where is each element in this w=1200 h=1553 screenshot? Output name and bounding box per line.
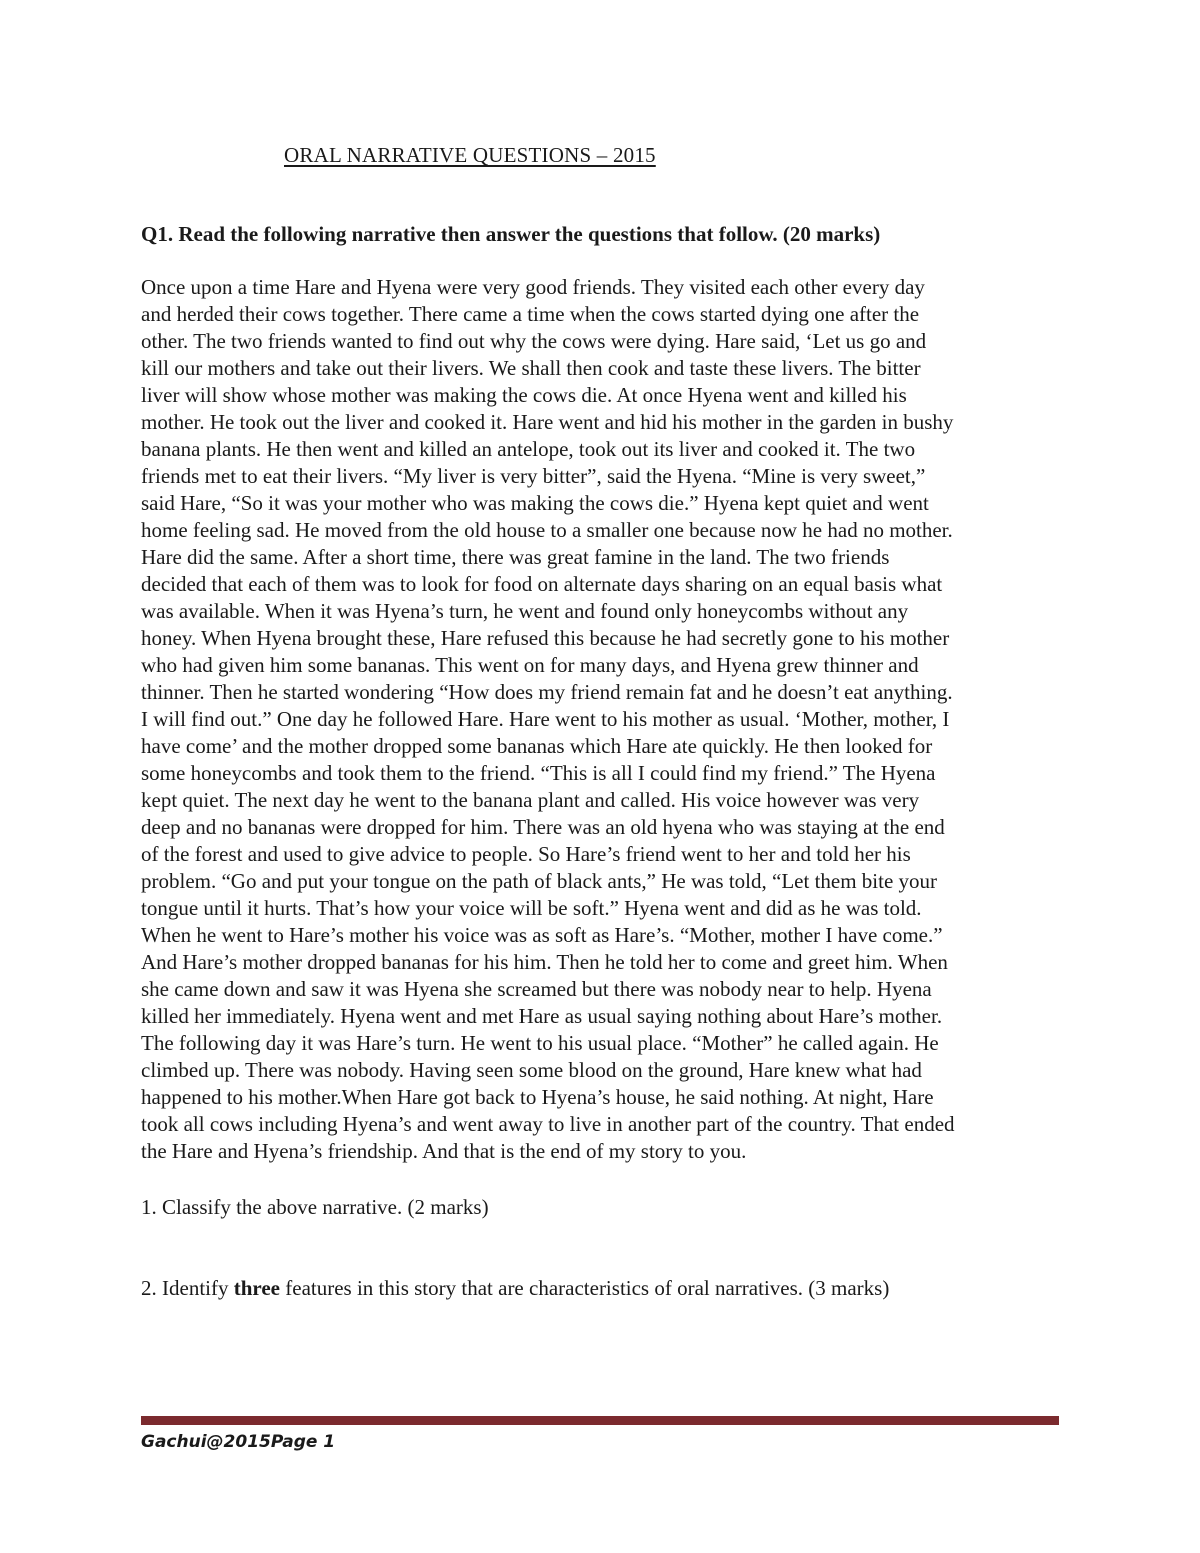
narrative-line: friends met to eat their livers. “My liver is very bitter”, said the Hyena. “Mine is very sweet,” (141, 464, 926, 488)
narrative-line: happened to his mother.When Hare got back to Hyena’s house, he said nothing. At night, Hare (141, 1085, 934, 1109)
narrative-line: Hare did the same. After a short time, there was great famine in the land. The two friends (141, 545, 890, 569)
narrative-line: climbed up. There was nobody. Having seen some blood on the ground, Hare knew what had (141, 1058, 922, 1082)
narrative-line: liver will show whose mother was making the cows die. At once Hyena went and killed his (141, 383, 907, 407)
narrative-line: Once upon a time Hare and Hyena were very good friends. They visited each other every day (141, 275, 925, 299)
narrative-line: some honeycombs and took them to the friend. “This is all I could find my friend.” The Hyena (141, 761, 936, 785)
narrative-line: who had given him some bananas. This went on for many days, and Hyena grew thinner and (141, 653, 919, 677)
narrative-line: she came down and saw it was Hyena she screamed but there was nobody near to help. Hyena (141, 977, 932, 1001)
narrative-line: thinner. Then he started wondering “How does my friend remain fat and he doesn’t eat anything. (141, 680, 953, 704)
narrative-line: took all cows including Hyena’s and went away to live in another part of the country. That ended (141, 1112, 955, 1136)
narrative-line: the Hare and Hyena’s friendship. And that is the end of my story to you. (141, 1139, 747, 1163)
narrative-line: was available. When it was Hyena’s turn, he went and found only honeycombs without any (141, 599, 909, 623)
sub-question-2 (141, 1276, 889, 1301)
sub-question-2-suffix: features in this story that are characteristics of oral narratives. (3 marks) (280, 1276, 890, 1300)
narrative-line: home feeling sad. He moved from the old house to a smaller one because now he had no mother. (141, 518, 953, 542)
narrative-line: kept quiet. The next day he went to the banana plant and called. His voice however was very (141, 788, 920, 812)
question-heading: Q1. Read the following narrative then answer the questions that follow. (20 marks) (141, 222, 881, 246)
narrative-line: The following day it was Hare’s turn. He went to his usual place. “Mother” he called again. He (141, 1031, 939, 1055)
narrative-line: said Hare, “So it was your mother who was making the cows die.” Hyena kept quiet and went (141, 491, 929, 515)
footer-rule (141, 1416, 1059, 1425)
narrative-line: I will find out.” One day he followed Hare. Hare went to his mother as usual. ‘Mother, mother, I (141, 707, 950, 731)
narrative-line: banana plants. He then went and killed an antelope, took out its liver and cooked it. The two (141, 437, 916, 461)
narrative-line: killed her immediately. Hyena went and met Hare as usual saying nothing about Hare’s mother. (141, 1004, 943, 1028)
narrative-line: deep and no bananas were dropped for him. There was an old hyena who was staying at the end (141, 815, 945, 839)
narrative-line: And Hare’s mother dropped bananas for his him. Then he told her to come and greet him. When (141, 950, 948, 974)
narrative-line: and herded their cows together. There came a time when the cows started dying one after the (141, 302, 920, 326)
narrative-line: kill our mothers and take out their livers. We shall then cook and taste these livers. The bitter (141, 356, 921, 380)
sub-question-2-prefix: 2. Identify (141, 1276, 234, 1300)
page-footer: Gachui@2015Page 1 (141, 1432, 336, 1452)
narrative-line: mother. He took out the liver and cooked it. Hare went and hid his mother in the garden in bushy (141, 410, 954, 434)
narrative-line: other. The two friends wanted to find out why the cows were dying. Hare said, ‘Let us go and (141, 329, 927, 353)
document-title: ORAL NARRATIVE QUESTIONS – 2015 (284, 143, 656, 167)
narrative-line: have come’ and the mother dropped some bananas which Hare ate quickly. He then looked for (141, 734, 933, 758)
narrative-line: honey. When Hyena brought these, Hare refused this because he had secretly gone to his mother (141, 626, 950, 650)
sub-question-2-emphasis: three (233, 1276, 280, 1300)
narrative-line: problem. “Go and put your tongue on the path of black ants,” He was told, “Let them bite your (141, 869, 938, 893)
narrative-line: of the forest and used to give advice to people. So Hare’s friend went to her and told her his (141, 842, 911, 866)
narrative-line: decided that each of them was to look for food on alternate days sharing on an equal basis what (141, 572, 943, 596)
narrative-passage (141, 274, 1071, 1165)
narrative-line: tongue until it hurts. That’s how your voice will be soft.” Hyena went and did as he was told. (141, 896, 922, 920)
narrative-line: When he went to Hare’s mother his voice was as soft as Hare’s. “Mother, mother I have come.” (141, 923, 943, 947)
sub-question-1: 1. Classify the above narrative. (2 marks) (141, 1195, 489, 1219)
